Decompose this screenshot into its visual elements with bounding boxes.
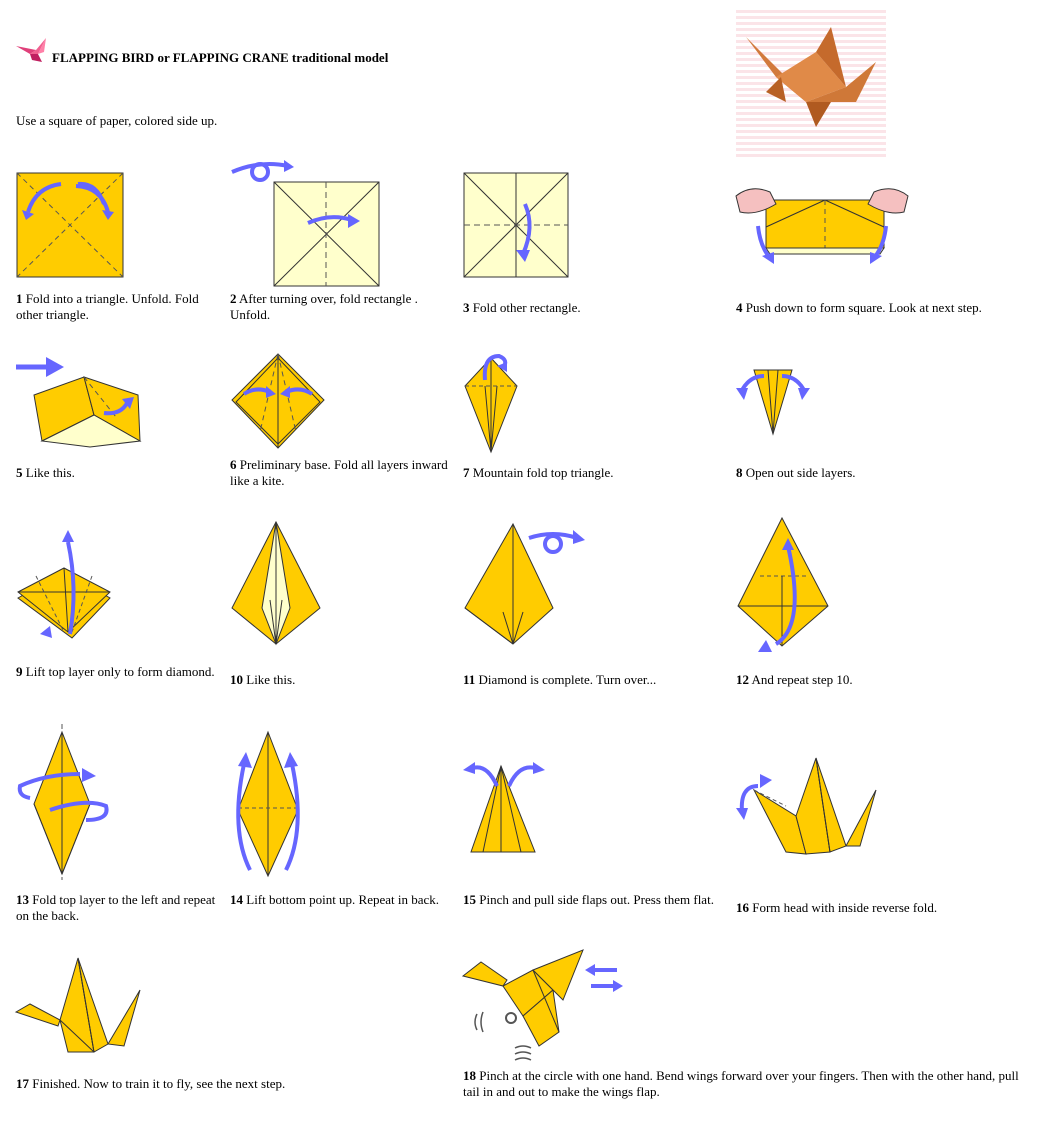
step-7-diagram — [463, 350, 519, 454]
step-7-caption: 7 Mountain fold top triangle. — [463, 465, 614, 480]
step-3-caption: 3 Fold other rectangle. — [463, 300, 581, 315]
step-6-caption: 6 Preliminary base. Fold all layers inward like a kite. — [230, 457, 448, 488]
step-1-caption: 1 Fold into a triangle. Unfold. Fold other triangle. — [16, 291, 199, 322]
step-14-diagram — [230, 730, 306, 880]
step-8-caption: 8 Open out side layers. — [736, 465, 856, 480]
step-4-diagram — [736, 182, 908, 268]
step-13-diagram — [16, 724, 112, 880]
step-17-diagram — [16, 956, 142, 1056]
finished-crane-photo — [736, 7, 886, 157]
step-14-caption: 14 Lift bottom point up. Repeat in back. — [230, 892, 440, 907]
step-11-caption: 11 Diamond is complete. Turn over... — [463, 672, 657, 687]
step-12-caption: 12 And repeat step 10. — [736, 672, 853, 687]
step-10-caption: 10 Like this. — [230, 672, 296, 687]
step-9-caption: 9 Lift top layer only to form diamond. — [16, 664, 215, 679]
step-12-diagram — [736, 516, 830, 658]
page-title: FLAPPING BIRD or FLAPPING CRANE traditional model — [52, 50, 389, 65]
step-2-diagram — [230, 158, 380, 286]
step-13-caption: 13 Fold top layer to the left and repeat on the back. — [16, 892, 216, 923]
step-5-caption: 5 Like this. — [16, 465, 75, 480]
intro-text: Use a square of paper, colored side up. — [16, 113, 218, 128]
step-18-caption: 18 Pinch at the circle with one hand. Bend wings forward over your fingers. Then with the other hand, pull tail in and out to make the wings flap. — [463, 1068, 1019, 1099]
pink-crane-icon — [16, 38, 50, 64]
step-3-diagram — [463, 172, 569, 278]
step-2-caption: 2 After turning over, fold rectangle . Unfold. — [230, 291, 418, 322]
step-4-caption: 4 Push down to form square. Look at next step. — [736, 300, 982, 315]
step-15-caption: 15 Pinch and pull side flaps out. Press them flat. — [463, 892, 714, 907]
step-1-diagram — [16, 172, 124, 278]
step-16-caption: 16 Form head with inside reverse fold. — [736, 900, 938, 915]
step-16-diagram — [736, 756, 880, 856]
step-10-diagram — [230, 520, 322, 646]
step-18-diagram — [463, 950, 625, 1066]
step-17-caption: 17 Finished. Now to train it to fly, see the next step. — [16, 1076, 286, 1091]
step-6-diagram — [230, 352, 326, 450]
step-8-diagram — [736, 366, 810, 438]
step-11-diagram — [463, 522, 587, 648]
step-5-diagram — [16, 355, 144, 447]
step-9-diagram — [16, 528, 112, 642]
step-15-diagram — [463, 756, 549, 856]
